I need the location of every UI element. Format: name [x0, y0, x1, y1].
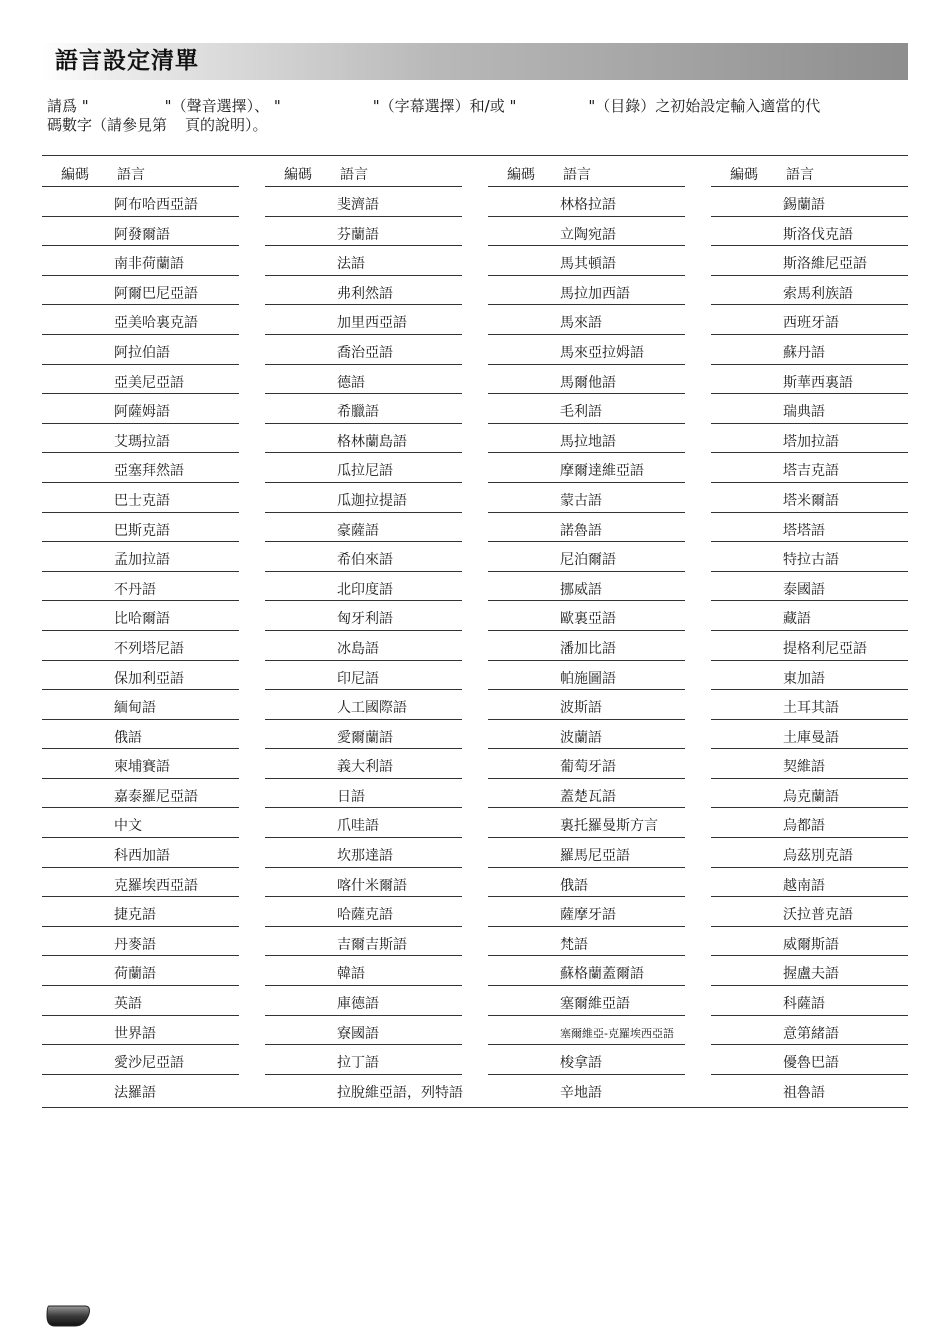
table-row	[265, 453, 462, 483]
table-row	[488, 424, 685, 454]
table-row	[488, 217, 685, 247]
language-name: 法羅語	[114, 1084, 156, 1101]
table-row	[265, 868, 462, 898]
table-row	[711, 779, 908, 809]
table-row	[265, 305, 462, 335]
language-name: 哈薩克語	[337, 907, 393, 924]
table-row	[711, 808, 908, 838]
intro-line1-a: 請爲 "	[47, 97, 89, 115]
language-name: 嘉泰羅尼亞語	[114, 788, 198, 805]
language-name: 瓜迦拉提語	[337, 492, 407, 509]
language-header: 語言	[117, 167, 145, 183]
language-name: 土庫曼語	[783, 729, 839, 746]
table-row	[265, 1075, 462, 1105]
language-name: 不列塔尼語	[114, 640, 184, 657]
table-row	[42, 394, 239, 424]
table-row	[42, 1016, 239, 1046]
table-row	[711, 690, 908, 720]
table-row	[42, 305, 239, 335]
language-name: 挪威語	[560, 581, 602, 598]
intro-line2-a: 碼數字（請參見第	[47, 116, 168, 134]
table-row	[711, 513, 908, 543]
table-row	[488, 276, 685, 306]
language-name: 塔塔語	[783, 522, 825, 539]
table-row	[265, 897, 462, 927]
table-row	[488, 749, 685, 779]
code-header: 編碼	[284, 167, 312, 183]
table-row	[265, 986, 462, 1016]
language-name: 馬爾他語	[560, 374, 616, 391]
table-row	[488, 513, 685, 543]
language-name: 人工國際語	[337, 700, 407, 717]
table-row	[42, 453, 239, 483]
language-name: 蘇格蘭蓋爾語	[560, 966, 644, 983]
language-name: 馬來亞拉姆語	[560, 344, 644, 361]
language-name: 握盧夫語	[783, 966, 839, 983]
table-row	[265, 513, 462, 543]
table-row	[265, 483, 462, 513]
table-row	[488, 305, 685, 335]
language-name: 潘加比語	[560, 640, 616, 657]
language-name: 科西加語	[114, 848, 170, 865]
language-name: 希伯來語	[337, 552, 393, 569]
table-row	[265, 1045, 462, 1075]
table-row	[265, 365, 462, 395]
table-row	[42, 335, 239, 365]
table-row	[488, 335, 685, 365]
language-name: 巴斯克語	[114, 522, 170, 539]
language-name: 荷蘭語	[114, 966, 156, 983]
table-row	[265, 572, 462, 602]
table-row	[488, 779, 685, 809]
language-name: 梭拿語	[560, 1055, 602, 1072]
language-name: 艾瑪拉語	[114, 433, 170, 450]
language-name: 斯華西裏語	[783, 374, 853, 391]
language-name: 希臘語	[337, 404, 379, 421]
language-name: 柬埔賽語	[114, 759, 170, 776]
language-name: 巴士克語	[114, 492, 170, 509]
table-row	[711, 631, 908, 661]
language-name: 瓜拉尼語	[337, 463, 393, 480]
language-name: 立陶宛語	[560, 226, 616, 243]
language-name: 摩爾達維亞語	[560, 463, 644, 480]
language-name: 祖魯語	[783, 1084, 825, 1101]
language-name: 喀什米爾語	[337, 877, 407, 894]
table-row	[711, 897, 908, 927]
table-row	[488, 365, 685, 395]
table-row	[488, 1075, 685, 1105]
table-bottom-rule	[42, 1107, 908, 1108]
table-row	[488, 246, 685, 276]
table-row	[265, 661, 462, 691]
language-name: 索馬利族語	[783, 285, 853, 302]
table-row	[488, 690, 685, 720]
table-row	[265, 720, 462, 750]
table-row	[265, 749, 462, 779]
language-name: 馬其頓語	[560, 256, 616, 273]
language-name: 烏都語	[783, 818, 825, 835]
language-name: 裏托羅曼斯方言	[560, 818, 658, 835]
column-header	[42, 156, 239, 187]
language-name: 德語	[337, 374, 365, 391]
language-name: 亞塞拜然語	[114, 463, 184, 480]
table-row	[711, 453, 908, 483]
language-name: 東加語	[783, 670, 825, 687]
table-row	[42, 424, 239, 454]
language-name: 寮國語	[337, 1025, 379, 1042]
table-row	[711, 986, 908, 1016]
table-row	[265, 779, 462, 809]
language-name: 法語	[337, 256, 365, 273]
language-name: 尼泊爾語	[560, 552, 616, 569]
language-name: 爪哇語	[337, 818, 379, 835]
language-name: 沃拉普克語	[783, 907, 853, 924]
table-row	[711, 1016, 908, 1046]
table-row	[488, 956, 685, 986]
title-bar	[42, 43, 908, 80]
language-name: 韓語	[337, 966, 365, 983]
table-row	[711, 246, 908, 276]
table-row	[711, 276, 908, 306]
language-name: 格林蘭島語	[337, 433, 407, 450]
language-name: 波蘭語	[560, 729, 602, 746]
table-row	[42, 276, 239, 306]
language-name: 斯洛維尼亞語	[783, 256, 867, 273]
table-row	[265, 690, 462, 720]
table-row	[42, 808, 239, 838]
table-row	[488, 631, 685, 661]
table-row	[42, 483, 239, 513]
language-name: 馬拉地語	[560, 433, 616, 450]
language-name: 優魯巴語	[783, 1055, 839, 1072]
language-name: 塔加拉語	[783, 433, 839, 450]
language-name: 不丹語	[114, 581, 156, 598]
table-row	[488, 808, 685, 838]
language-name: 辛地語	[560, 1084, 602, 1101]
language-name: 泰國語	[783, 581, 825, 598]
table-row	[42, 868, 239, 898]
table-row	[42, 365, 239, 395]
language-name: 孟加拉語	[114, 552, 170, 569]
intro-line1-b: "（聲音選擇）、 "	[164, 97, 281, 115]
language-name: 羅馬尼亞語	[560, 848, 630, 865]
table-row	[42, 838, 239, 868]
table-row	[488, 927, 685, 957]
language-name: 蒙古語	[560, 492, 602, 509]
language-name: 阿爾巴尼亞語	[114, 285, 198, 302]
language-name: 南非荷蘭語	[114, 256, 184, 273]
table-row	[42, 690, 239, 720]
language-name: 塞爾維亞語	[560, 996, 630, 1013]
language-name: 毛利語	[560, 404, 602, 421]
language-name: 藏語	[783, 611, 811, 628]
table-row	[711, 335, 908, 365]
table-row	[488, 394, 685, 424]
table-row	[488, 868, 685, 898]
table-row	[488, 897, 685, 927]
table-row	[711, 720, 908, 750]
language-name: 特拉古語	[783, 552, 839, 569]
language-name: 俄語	[114, 729, 142, 746]
language-name: 緬甸語	[114, 700, 156, 717]
language-name: 保加利亞語	[114, 670, 184, 687]
language-name: 塔吉克語	[783, 463, 839, 480]
language-name: 吉爾吉斯語	[337, 936, 407, 953]
language-name: 義大利語	[337, 759, 393, 776]
table-row	[42, 779, 239, 809]
table-row	[711, 483, 908, 513]
language-name: 豪薩語	[337, 522, 379, 539]
language-name: 坎那達語	[337, 848, 393, 865]
language-name: 薩摩牙語	[560, 907, 616, 924]
language-name: 拉脫維亞語，列特語	[337, 1084, 463, 1101]
language-name: 芬蘭語	[337, 226, 379, 243]
table-row	[265, 956, 462, 986]
table-row	[265, 187, 462, 217]
language-name: 威爾斯語	[783, 936, 839, 953]
language-name: 斯洛伐克語	[783, 226, 853, 243]
language-name: 諾魯語	[560, 522, 602, 539]
table-row	[711, 1075, 908, 1105]
page-title: 語言設定清單	[55, 48, 199, 74]
language-name: 梵語	[560, 936, 588, 953]
table-row	[488, 838, 685, 868]
language-name: 土耳其語	[783, 700, 839, 717]
table-row	[711, 217, 908, 247]
table-column	[265, 156, 462, 1104]
table-row	[265, 217, 462, 247]
language-name: 英語	[114, 996, 142, 1013]
column-header	[265, 156, 462, 187]
language-name: 斐濟語	[337, 197, 379, 213]
table-row	[711, 572, 908, 602]
table-row	[42, 631, 239, 661]
table-row	[711, 394, 908, 424]
language-name: 科薩語	[783, 996, 825, 1013]
intro-text	[47, 97, 907, 135]
language-name: 葡萄牙語	[560, 759, 616, 776]
table-row	[265, 808, 462, 838]
language-name: 中文	[114, 818, 142, 835]
language-name: 蘇丹語	[783, 344, 825, 361]
table-row	[488, 572, 685, 602]
table-row	[711, 1045, 908, 1075]
table-row	[265, 424, 462, 454]
table-row	[488, 187, 685, 217]
table-row	[488, 1045, 685, 1075]
language-name: 俄語	[560, 877, 588, 894]
table-row	[488, 483, 685, 513]
language-name: 匈牙利語	[337, 611, 393, 628]
table-row	[42, 187, 239, 217]
language-header: 語言	[786, 167, 814, 183]
table-row	[42, 246, 239, 276]
language-name: 越南語	[783, 877, 825, 894]
table-row	[265, 276, 462, 306]
language-name: 塔米爾語	[783, 492, 839, 509]
language-name: 亞美尼亞語	[114, 374, 184, 391]
language-name: 烏克蘭語	[783, 788, 839, 805]
table-row	[265, 631, 462, 661]
language-name: 歐裏亞語	[560, 611, 616, 628]
language-name: 帕施圖語	[560, 670, 616, 687]
table-row	[711, 542, 908, 572]
table-row	[711, 661, 908, 691]
table-row	[711, 838, 908, 868]
table-row	[265, 394, 462, 424]
table-row	[711, 601, 908, 631]
table-row	[42, 1075, 239, 1105]
table-row	[711, 365, 908, 395]
table-row	[42, 572, 239, 602]
page-number-tab	[45, 1304, 91, 1328]
table-row	[42, 927, 239, 957]
table-row	[265, 246, 462, 276]
table-row	[265, 838, 462, 868]
language-name: 阿薩姆語	[114, 404, 170, 421]
language-name: 冰島語	[337, 640, 379, 657]
table-row	[42, 956, 239, 986]
table-row	[42, 542, 239, 572]
table-row	[42, 513, 239, 543]
table-row	[488, 601, 685, 631]
table-row	[265, 335, 462, 365]
table-row	[42, 1045, 239, 1075]
language-name: 提格利尼亞語	[783, 640, 867, 657]
language-name: 契維語	[783, 759, 825, 776]
table-row	[42, 749, 239, 779]
table-row	[711, 868, 908, 898]
language-name: 印尼語	[337, 670, 379, 687]
table-row	[711, 927, 908, 957]
language-name: 愛爾蘭語	[337, 729, 393, 746]
table-row	[265, 601, 462, 631]
language-name: 亞美哈裏克語	[114, 315, 198, 332]
language-name: 阿發爾語	[114, 226, 170, 243]
language-name: 北印度語	[337, 581, 393, 598]
language-name: 錫蘭語	[783, 197, 825, 213]
code-header: 編碼	[730, 167, 758, 183]
language-name: 烏茲別克語	[783, 848, 853, 865]
language-name: 西班牙語	[783, 315, 839, 332]
table-column	[488, 156, 685, 1104]
table-column	[711, 156, 908, 1104]
column-header	[711, 156, 908, 187]
language-name: 瑞典語	[783, 404, 825, 421]
language-name: 克羅埃西亞語	[114, 877, 198, 894]
table-row	[488, 453, 685, 483]
language-name: 捷克語	[114, 907, 156, 924]
table-row	[42, 217, 239, 247]
language-header: 語言	[563, 167, 591, 183]
language-name: 比哈爾語	[114, 611, 170, 628]
language-name: 日語	[337, 788, 365, 805]
table-row	[42, 661, 239, 691]
table-row	[711, 187, 908, 217]
table-column	[42, 156, 239, 1104]
language-name: 林格拉語	[560, 197, 616, 213]
language-name: 喬治亞語	[337, 344, 393, 361]
table-row	[488, 986, 685, 1016]
table-row	[265, 1016, 462, 1046]
column-header	[488, 156, 685, 187]
table-row	[42, 897, 239, 927]
table-row	[265, 542, 462, 572]
table-row	[42, 720, 239, 750]
language-name: 愛沙尼亞語	[114, 1055, 184, 1072]
language-name: 波斯語	[560, 700, 602, 717]
table-row	[488, 1016, 685, 1046]
language-name: 弗利然語	[337, 285, 393, 302]
table-row	[711, 749, 908, 779]
language-name: 意第緒語	[783, 1025, 839, 1042]
table-row	[42, 986, 239, 1016]
code-header: 編碼	[61, 167, 89, 183]
code-header: 編碼	[507, 167, 535, 183]
language-header: 語言	[340, 167, 368, 183]
table-row	[711, 424, 908, 454]
language-name: 世界語	[114, 1025, 156, 1042]
language-name: 阿布哈西亞語	[114, 197, 198, 213]
intro-line2-b: 頁的說明）。	[185, 116, 268, 134]
language-name: 庫德語	[337, 996, 379, 1013]
language-name: 拉丁語	[337, 1055, 379, 1072]
table-row	[488, 720, 685, 750]
language-name: 馬來語	[560, 315, 602, 332]
intro-line1-d: "（目錄）之初始設定輸入適當的代	[588, 97, 821, 115]
table-row	[488, 661, 685, 691]
table-row	[42, 601, 239, 631]
table-row	[265, 927, 462, 957]
language-name: 塞爾維亞-克羅埃西亞語	[560, 1026, 674, 1040]
table-row	[711, 956, 908, 986]
table-row	[488, 542, 685, 572]
language-name: 阿拉伯語	[114, 344, 170, 361]
table-row	[711, 305, 908, 335]
language-name: 加里西亞語	[337, 315, 407, 332]
intro-line1-c: "（字幕選擇）和/或 "	[372, 97, 517, 115]
language-name: 蓋楚瓦語	[560, 788, 616, 805]
language-name: 丹麥語	[114, 936, 156, 953]
language-name: 馬拉加西語	[560, 285, 630, 302]
